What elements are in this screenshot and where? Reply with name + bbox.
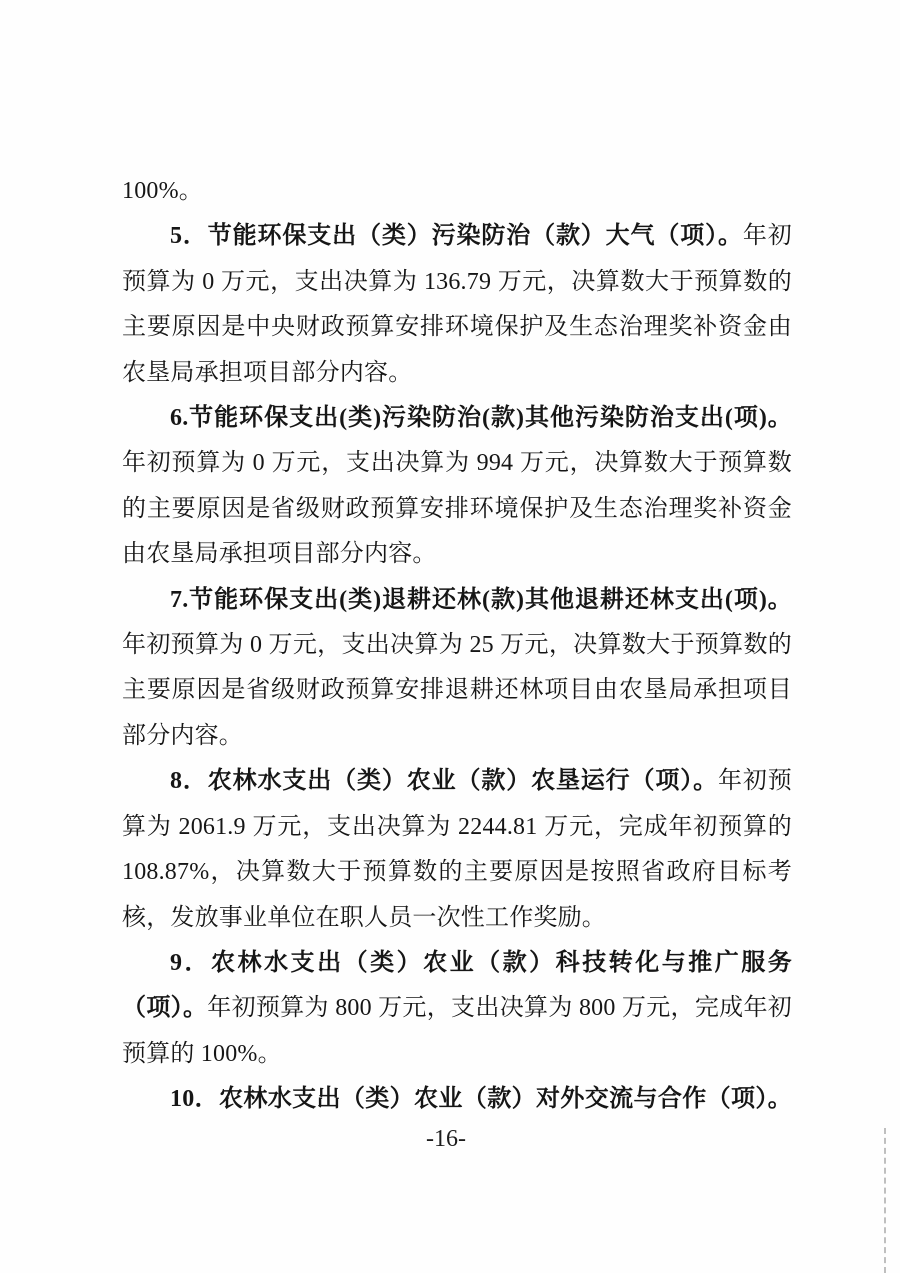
- item-8-body: 年初预算为 2061.9 万元，支出决算为 2244.81 万元，完成年初预算的 108.87%，决算数大于预算数的主要原因是按照省政府目标考核，发放事业单位在职人员一次性工作奖励。: [122, 768, 792, 931]
- item-9-body: 年初预算为 800 万元，支出决算为 800 万元，完成年初预算的 100%。: [122, 995, 792, 1067]
- item-9-heading: 9．农林水支出（类）农业（款）科技转化与推广服务（项）。: [122, 949, 792, 1022]
- item-10-heading: 10．农林水支出（类）农业（款）对外交流与合作（项）。: [170, 1086, 792, 1113]
- paragraph-item-7: [122, 578, 792, 760]
- paragraph-item-10: [122, 1077, 792, 1122]
- paragraph-item-9: [122, 941, 792, 1077]
- item-7-heading: 7.节能环保支出(类)退耕还林(款)其他退耕还林支出(项)。: [170, 586, 792, 613]
- text-body: [122, 169, 792, 1123]
- scan-edge-dashed-line: [884, 1128, 886, 1273]
- item-6-body: 年初预算为 0 万元，支出决算为 994 万元，决算数大于预算数的主要原因是省级财政预算安排环境保护及生态治理奖补资金由农垦局承担项目部分内容。: [122, 450, 792, 568]
- item-7-body: 年初预算为 0 万元，支出决算为 25 万元，决算数大于预算数的主要原因是省级财政预算安排退耕还林项目由农垦局承担项目部分内容。: [122, 632, 792, 749]
- paragraph-item-8: [122, 759, 792, 941]
- item-5-body: 年初预算为 0 万元，支出决算为 136.79 万元，决算数大于预算数的主要原因是中央财政预算安排环境保护及生态治理奖补资金由农垦局承担项目部分内容。: [122, 223, 792, 386]
- item-8-heading: 8．农林水支出（类）农业（款）农垦运行（项）。: [170, 768, 719, 795]
- paragraph-item-5: [122, 214, 792, 396]
- item-5-heading: 5．节能环保支出（类）污染防治（款）大气（项）。: [170, 223, 743, 250]
- body-text: 100%。: [122, 178, 203, 204]
- paragraph-continuation: [122, 169, 792, 214]
- page-number: -16-: [426, 1126, 466, 1152]
- item-6-heading: 6.节能环保支出(类)污染防治(款)其他污染防治支出(项)。: [170, 405, 792, 432]
- paragraph-item-6: [122, 396, 792, 578]
